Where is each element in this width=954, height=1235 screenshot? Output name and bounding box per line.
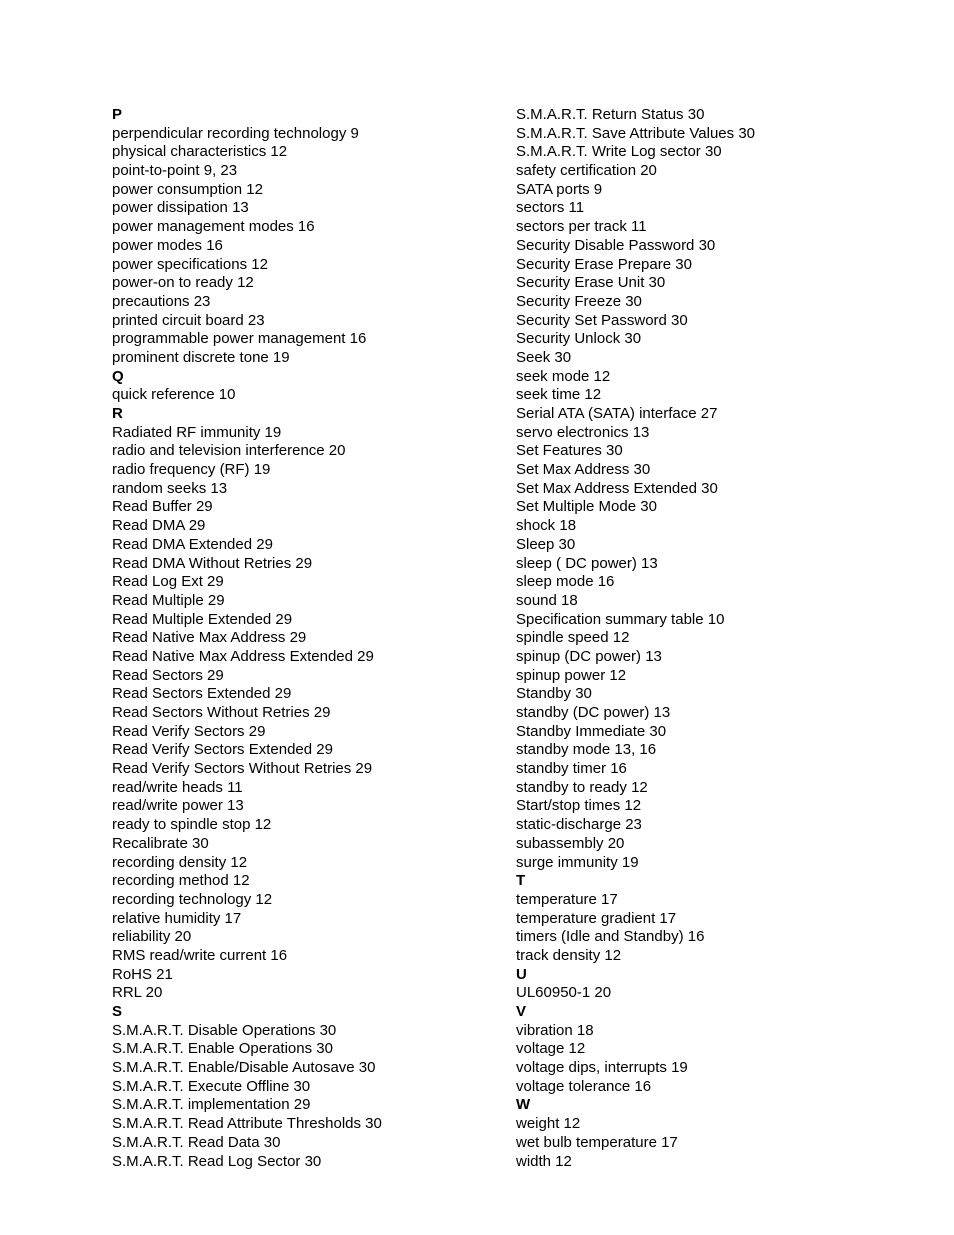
index-entry: UL60950-1 20 — [516, 984, 612, 1002]
index-entry: Security Erase Prepare 30 — [516, 255, 692, 273]
index-entry: Seek 30 — [516, 348, 572, 366]
index-entry: Standby Immediate 30 — [516, 722, 667, 740]
index-entry: prominent discrete tone 19 — [112, 348, 290, 366]
index-entry: Set Max Address 30 — [516, 461, 651, 479]
index-entry: relative humidity 17 — [112, 909, 242, 927]
index-entry: sleep mode 16 — [516, 573, 615, 591]
index-entry: standby timer 16 — [516, 760, 627, 778]
index-entry: quick reference 10 — [112, 386, 236, 404]
index-entry: sectors per track 11 — [516, 218, 647, 236]
index-entry: read/write heads 11 — [112, 778, 243, 796]
index-entry: perpendicular recording technology 9 — [112, 124, 359, 142]
index-column-left — [112, 106, 492, 1171]
index-entry: standby to ready 12 — [516, 778, 648, 796]
index-entry: Read Log Ext 29 — [112, 573, 224, 591]
index-entry: Sleep 30 — [516, 535, 576, 553]
index-entry: Security Unlock 30 — [516, 330, 642, 348]
index-entry: read/write power 13 — [112, 797, 244, 815]
index-entry: ready to spindle stop 12 — [112, 816, 272, 834]
index-entry: precautions 23 — [112, 292, 211, 310]
index-entry: Serial ATA (SATA) interface 27 — [516, 405, 718, 422]
index-entry: power consumption 12 — [112, 180, 263, 198]
index-entry: physical characteristics 12 — [112, 143, 288, 161]
index-entry: voltage tolerance 16 — [516, 1077, 652, 1095]
index-entry: Read Sectors Extended 29 — [112, 685, 292, 703]
index-entry: sectors 11 — [516, 199, 585, 217]
index-entry: S.M.A.R.T. Return Status 30 — [516, 106, 705, 123]
index-entry: Read Multiple Extended 29 — [112, 610, 293, 628]
index-entry: vibration 18 — [516, 1021, 594, 1039]
index-entry: voltage dips, interrupts 19 — [516, 1059, 688, 1077]
index-entry: Recalibrate 30 — [112, 834, 209, 852]
index-entry: servo electronics 13 — [516, 423, 650, 441]
index-entry: Read DMA 29 — [112, 517, 206, 535]
index-letter-heading: T — [516, 872, 526, 890]
index-entry: Set Multiple Mode 30 — [516, 498, 657, 516]
index-entry: sleep ( DC power) 13 — [516, 554, 658, 572]
index-entry: Read DMA Without Retries 29 — [112, 554, 313, 572]
index-entry: recording technology 12 — [112, 890, 273, 908]
index-entry: radio and television interference 20 — [112, 442, 346, 460]
index-entry: recording method 12 — [112, 872, 250, 890]
index-entry: power modes 16 — [112, 236, 223, 254]
index-letter-heading: S — [112, 1003, 123, 1020]
index-column-right — [516, 106, 916, 1171]
index-entry: point-to-point 9, 23 — [112, 162, 238, 180]
index-entry: wet bulb temperature 17 — [516, 1133, 678, 1151]
index-entry: random seeks 13 — [112, 479, 228, 497]
index-entry: Standby 30 — [516, 685, 592, 703]
index-entry: S.M.A.R.T. Read Data 30 — [112, 1133, 281, 1151]
index-entry: S.M.A.R.T. Read Log Sector 30 — [112, 1152, 322, 1170]
index-entry: standby (DC power) 13 — [516, 704, 671, 721]
index-entry: Security Erase Unit 30 — [516, 274, 666, 292]
index-entry: Read Verify Sectors Without Retries 29 — [112, 760, 373, 778]
index-entry: Read Sectors Without Retries 29 — [112, 704, 331, 721]
index-entry: S.M.A.R.T. Write Log sector 30 — [516, 143, 722, 161]
index-entry: programmable power management 16 — [112, 330, 367, 348]
index-entry: S.M.A.R.T. Enable/Disable Autosave 30 — [112, 1059, 376, 1077]
index-entry: RoHS 21 — [112, 965, 173, 983]
index-entry: Specification summary table 10 — [516, 610, 725, 628]
index-entry: weight 12 — [516, 1115, 581, 1133]
index-entry: temperature gradient 17 — [516, 909, 677, 927]
index-entry: reliability 20 — [112, 928, 192, 946]
index-entry: power management modes 16 — [112, 218, 315, 236]
index-entry: radio frequency (RF) 19 — [112, 461, 271, 479]
index-entry: Read Multiple 29 — [112, 591, 225, 609]
index-entry: safety certification 20 — [516, 162, 657, 180]
index-entry: Set Features 30 — [516, 442, 623, 460]
index-entry: standby mode 13, 16 — [516, 741, 657, 759]
index-entry: power dissipation 13 — [112, 199, 249, 217]
index-entry: Read Verify Sectors Extended 29 — [112, 741, 333, 759]
index-entry: voltage 12 — [516, 1040, 586, 1058]
index-entry: Set Max Address Extended 30 — [516, 479, 718, 497]
index-letter-heading: U — [516, 965, 527, 983]
index-entry: printed circuit board 23 — [112, 311, 265, 329]
index-entry: subassembly 20 — [516, 834, 625, 852]
index-letter-heading: V — [516, 1003, 527, 1020]
index-entry: S.M.A.R.T. Save Attribute Values 30 — [516, 124, 756, 142]
index-entry: SATA ports 9 — [516, 180, 603, 198]
index-entry: track density 12 — [516, 946, 622, 964]
index-entry: width 12 — [516, 1152, 572, 1170]
index-entry: recording density 12 — [112, 853, 248, 871]
index-entry: Radiated RF immunity 19 — [112, 423, 282, 441]
index-entry: RMS read/write current 16 — [112, 946, 288, 964]
index-entry: Security Freeze 30 — [516, 292, 642, 310]
index-entry: RRL 20 — [112, 984, 163, 1002]
index-entry: spinup power 12 — [516, 666, 627, 684]
index-entry: Read Verify Sectors 29 — [112, 722, 266, 740]
index-entry: Security Disable Password 30 — [516, 236, 716, 254]
index-entry: seek mode 12 — [516, 367, 611, 385]
index-entry: spinup (DC power) 13 — [516, 647, 662, 665]
index-entry: Read Native Max Address Extended 29 — [112, 647, 374, 665]
index-entry: S.M.A.R.T. implementation 29 — [112, 1096, 311, 1114]
index-letter-heading: P — [112, 106, 123, 123]
index-entry: temperature 17 — [516, 890, 618, 908]
index-entry: S.M.A.R.T. Disable Operations 30 — [112, 1021, 337, 1039]
index-entry: S.M.A.R.T. Enable Operations 30 — [112, 1040, 333, 1058]
index-entry: static-discharge 23 — [516, 816, 642, 834]
index-entry: power specifications 12 — [112, 255, 268, 273]
index-entry: S.M.A.R.T. Read Attribute Thresholds 30 — [112, 1115, 382, 1133]
index-entry: Read Sectors 29 — [112, 666, 224, 684]
index-letter-heading: R — [112, 405, 123, 422]
index-entry: Read DMA Extended 29 — [112, 535, 273, 553]
index-entry: Read Native Max Address 29 — [112, 629, 307, 647]
index-entry: sound 18 — [516, 591, 578, 609]
index-entry: Read Buffer 29 — [112, 498, 213, 516]
index-entry: power-on to ready 12 — [112, 274, 254, 292]
index-entry: shock 18 — [516, 517, 577, 535]
index-entry: Security Set Password 30 — [516, 311, 688, 329]
index-letter-heading: Q — [112, 367, 124, 385]
index-entry: S.M.A.R.T. Execute Offline 30 — [112, 1077, 311, 1095]
index-letter-heading: W — [516, 1096, 531, 1114]
index-entry: Start/stop times 12 — [516, 797, 642, 815]
index-entry: spindle speed 12 — [516, 629, 630, 647]
index-entry: seek time 12 — [516, 386, 602, 404]
index-entry: timers (Idle and Standby) 16 — [516, 928, 705, 946]
index-entry: surge immunity 19 — [516, 853, 639, 871]
